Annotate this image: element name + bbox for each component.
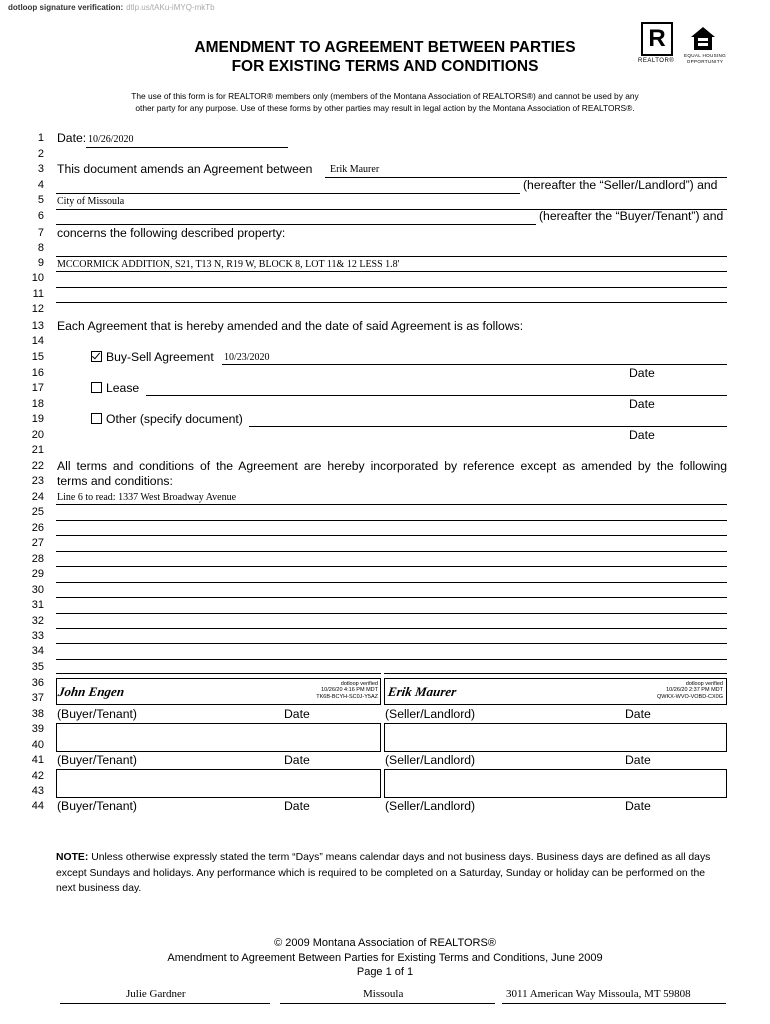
line-number: 44 [31, 800, 44, 812]
buyer-label-1: (Buyer/Tenant) [57, 707, 137, 721]
line-number: 14 [31, 335, 44, 347]
line-number: 40 [31, 739, 44, 751]
line-number: 26 [31, 522, 44, 534]
line-number: 25 [31, 506, 44, 518]
line-number: 6 [37, 210, 44, 222]
line-number: 12 [31, 303, 44, 315]
line-number: 30 [31, 584, 44, 596]
date-underline [86, 147, 288, 148]
buyer-signature: John Engen [57, 684, 126, 699]
other-checkbox[interactable] [91, 413, 102, 424]
line-number: 43 [31, 785, 44, 797]
footer-agent-underline [60, 1003, 270, 1004]
footer-city: Missoula [363, 988, 404, 1000]
line-number: 11 [32, 288, 44, 300]
line-number: 15 [31, 351, 44, 363]
disclaimer [100, 90, 670, 114]
footer-city-underline [280, 1003, 495, 1004]
line-number: 17 [31, 382, 44, 394]
seller-name-field[interactable]: Erik Maurer [330, 164, 380, 175]
other-label: Other (specify document) [106, 412, 243, 426]
buy-sell-underline [222, 364, 727, 365]
amendment-line [56, 597, 727, 598]
property-blank-line [56, 256, 727, 257]
option-buy-sell[interactable] [91, 350, 214, 364]
line-number: 18 [31, 398, 44, 410]
terms-line-2: terms and conditions: [57, 474, 173, 488]
line-number: 20 [31, 429, 44, 441]
seller-verified-l2: 10/26/20 2:37 PM MDT [666, 687, 723, 694]
line-number: 39 [31, 723, 44, 735]
amendment-line [56, 582, 727, 583]
lease-checkbox[interactable] [91, 382, 102, 393]
eho-line-1: EQUAL HOUSING [683, 53, 727, 58]
line-number: 31 [31, 599, 44, 611]
verification-label: dotloop signature verification: [8, 3, 124, 12]
property-line-1 [56, 271, 727, 272]
line-number: 38 [31, 708, 44, 720]
seller-verified-l3: QWKX-WVO-VOBD-CX0G [656, 693, 723, 700]
property-intro: concerns the following described property: [57, 226, 286, 240]
footer-form-name: Amendment to Agreement Between Parties for Existing Terms and Conditions, June 2009 [167, 952, 603, 964]
lease-label: Lease [106, 381, 140, 395]
note [56, 850, 726, 897]
other-underline [249, 426, 727, 427]
amendment-line [56, 535, 727, 536]
line-number: 27 [31, 537, 44, 549]
seller-name-underline-2 [56, 193, 520, 194]
amends-text: This document amends an Agreement between [57, 162, 313, 176]
seller-suffix: (hereafter the “Seller/Landlord”) and [523, 178, 718, 192]
seller-label-2: (Seller/Landlord) [385, 753, 476, 767]
property-line-3 [56, 302, 727, 303]
realtor-caption: REALTOR® [638, 58, 675, 64]
line-number: 1 [37, 132, 44, 144]
seller-date-label-1: Date [625, 707, 651, 721]
title-line-2: FOR EXISTING TERMS AND CONDITIONS [231, 58, 539, 75]
line-number: 9 [37, 257, 44, 269]
line-number: 41 [31, 754, 44, 766]
realtor-logo-letter: R [648, 25, 666, 52]
realtor-logo-icon [641, 22, 673, 56]
buyer-verified-l1: dotloop verified [340, 681, 378, 687]
amendment-line [56, 643, 727, 644]
amendment-line [56, 551, 727, 552]
footer-address-underline [502, 1003, 726, 1004]
amendment-text-field[interactable]: Line 6 to read: 1337 West Broadway Avenue [57, 492, 237, 503]
footer-address: 3011 American Way Missoula, MT 59808 [506, 988, 691, 1000]
line-number: 28 [31, 553, 44, 565]
buyer-label-2: (Buyer/Tenant) [57, 753, 137, 767]
footer-page: Page 1 of 1 [356, 966, 414, 978]
date-label: Date: [57, 131, 87, 145]
buy-sell-label: Buy-Sell Agreement [106, 350, 214, 364]
buyer-date-label-1: Date [284, 707, 310, 721]
line-number: 32 [31, 615, 44, 627]
line-number: 24 [31, 491, 44, 503]
agreement-intro: Each Agreement that is hereby amended and the date of said Agreement is as follows: [57, 319, 524, 333]
buy-sell-date-label: Date [629, 366, 655, 380]
line-number: 7 [37, 227, 44, 239]
disclaimer-line-2: other party for any purpose. Use of these forms by other parties may result in legal action by the Montana Association of REALTORS®. [135, 103, 635, 113]
line-number: 33 [31, 630, 44, 642]
buyer-name-underline-2 [56, 224, 536, 225]
note-text: Unless otherwise expressly stated the term “Days” means calendar days and not business days. Business days are defined as all days except Sundays and holidays. Any performance which is required to be completed on a Saturday, Sunday or holiday can be performed on the next business day. [56, 852, 711, 894]
line-number: 23 [31, 475, 44, 487]
disclaimer-line-1: The use of this form is for REALTOR® members only (members of the Montana Association of REALTORS®) and cannot be used by any [131, 91, 639, 101]
line-number: 8 [37, 242, 44, 254]
line-number: 10 [31, 272, 44, 284]
signature-top-line-right [384, 673, 727, 674]
title-line-1: AMENDMENT TO AGREEMENT BETWEEN PARTIES [194, 39, 576, 56]
date-value[interactable]: 10/26/2020 [88, 134, 134, 145]
lease-underline [146, 395, 727, 396]
buyer-signature-box-3[interactable] [56, 769, 381, 798]
seller-date-label-2: Date [625, 753, 651, 767]
line-number: 13 [31, 320, 44, 332]
line-number: 22 [31, 460, 44, 472]
amendment-line [56, 659, 727, 660]
property-line-2 [56, 287, 727, 288]
signature-top-line-left [56, 673, 381, 674]
seller-label-3: (Seller/Landlord) [385, 799, 476, 813]
seller-dotloop-verified [610, 681, 723, 700]
footer-copyright: © 2009 Montana Association of REALTORS® [274, 937, 496, 949]
line-number: 37 [31, 692, 44, 704]
property-description-field[interactable]: MCCORMICK ADDITION, S21, T13 N, R19 W, BLOCK 8, LOT 11& 12 LESS 1.8' [57, 259, 400, 270]
note-label: NOTE: [56, 852, 89, 863]
seller-verified-l1: dotloop verified [685, 681, 723, 687]
eho-line-2: OPPORTUNITY [686, 59, 724, 64]
buy-sell-checkbox[interactable] [91, 351, 102, 362]
buyer-signature-box-2[interactable] [56, 723, 381, 752]
seller-signature-box-3[interactable] [384, 769, 727, 798]
line-number: 36 [31, 677, 44, 689]
amendment-line [56, 628, 727, 629]
line-number: 5 [37, 194, 44, 206]
buyer-date-label-3: Date [284, 799, 310, 813]
line-number: 34 [31, 645, 44, 657]
amendment-line [56, 504, 727, 505]
line-number: 21 [31, 444, 44, 456]
terms-line-1: All terms and conditions of the Agreement are hereby incorporated by reference except as amended by the following [57, 459, 727, 473]
equal-housing-icon [690, 26, 716, 52]
seller-signature: Erik Maurer [387, 684, 458, 699]
seller-label-1: (Seller/Landlord) [385, 707, 476, 721]
line-number: 2 [37, 148, 44, 160]
line-number: 16 [31, 367, 44, 379]
line-number: 35 [31, 661, 44, 673]
line-number: 4 [37, 179, 44, 191]
amendment-line [56, 566, 727, 567]
seller-date-label-3: Date [625, 799, 651, 813]
seller-signature-box-2[interactable] [384, 723, 727, 752]
dotloop-verification [8, 3, 215, 12]
equal-housing-caption [682, 53, 728, 65]
buyer-name-field[interactable]: City of Missoula [57, 196, 125, 207]
buy-sell-date-field[interactable]: 10/23/2020 [224, 352, 270, 363]
other-date-label: Date [629, 428, 655, 442]
line-number: 19 [31, 413, 44, 425]
buyer-suffix: (hereafter the “Buyer/Tenant”) and [539, 209, 724, 223]
amendment-line [56, 520, 727, 521]
line-number: 42 [31, 770, 44, 782]
line-number: 3 [37, 163, 44, 175]
option-lease[interactable] [91, 381, 139, 395]
amendment-line [56, 613, 727, 614]
option-other[interactable] [91, 412, 243, 426]
footer-agent: Julie Gardner [126, 988, 186, 1000]
verification-code[interactable]: dtlp.us/tAKu-iMYQ-mkTb [126, 3, 215, 12]
buyer-dotloop-verified [270, 681, 378, 700]
buyer-label-3: (Buyer/Tenant) [57, 799, 137, 813]
lease-date-label: Date [629, 397, 655, 411]
buyer-date-label-2: Date [284, 753, 310, 767]
line-number: 29 [31, 568, 44, 580]
buyer-verified-l2: 10/26/20 4:16 PM MDT [321, 687, 378, 694]
buyer-verified-l3: TK6B-BCYH-SC0J-Y5AZ [316, 693, 378, 700]
